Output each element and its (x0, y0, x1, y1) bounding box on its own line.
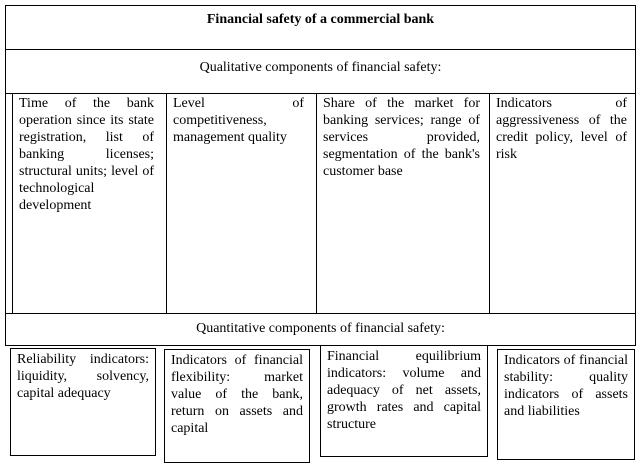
title-box (5, 5, 636, 50)
qualitative-cell-2: Level of competitiveness, management quality (166, 93, 310, 314)
qualitative-cell-1: Time of the bank operation since its state registration, list of banking licenses; structural units; level of technological development (12, 93, 160, 314)
quantitative-header-box (5, 313, 636, 346)
quantitative-cell-3: Financial equilibrium indicators: volume and adequacy of net assets, growth rates and capital structure (320, 345, 488, 457)
qualitative-cell-4: Indicators of aggressiveness of the credit policy, level of risk (489, 93, 633, 314)
qualitative-header-box (5, 49, 636, 94)
quantitative-cell-2: Indicators of financial flexibility: market value of the bank, return on assets and capital (164, 349, 310, 463)
diagram-title: Financial safety of a commercial bank (206, 12, 435, 27)
qualitative-cell-3: Share of the market for banking services; range of services provided, segmentation of the bank's customer base (316, 93, 486, 314)
quantitative-cell-4: Indicators of financial stability: quality indicators of assets and liabilities (497, 349, 635, 460)
quantitative-header: Quantitative components of financial safety: (196, 321, 445, 336)
qualitative-header: Qualitative components of financial safety: (199, 60, 442, 75)
quantitative-cell-1: Reliability indicators: liquidity, solvency, capital adequacy (10, 348, 156, 456)
